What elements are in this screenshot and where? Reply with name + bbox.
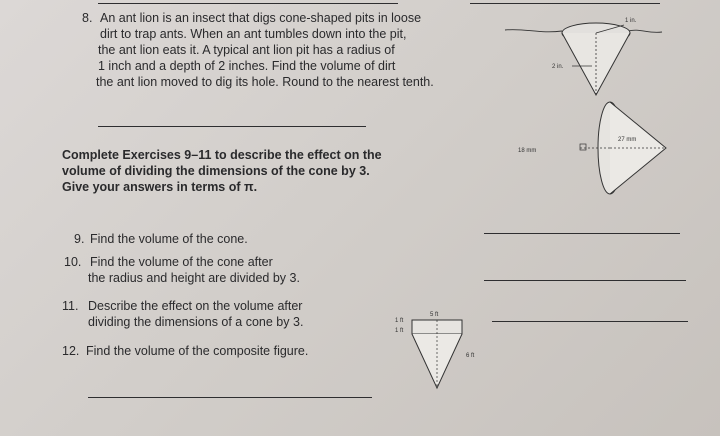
problem-8-line-2: dirt to trap ants. When an ant tumbles down into the pit,: [100, 27, 407, 41]
composite-figure: [395, 312, 475, 388]
composite-top-label: 5 ft: [430, 312, 439, 318]
instructions-line-1: Complete Exercises 9–11 to describe the effect on the: [62, 148, 382, 162]
composite-left-label-2: 1 ft: [395, 328, 404, 334]
problem-8-line-5: the ant lion moved to dig its hole. Round to the nearest tenth.: [96, 75, 434, 89]
instructions-line-3: Give your answers in terms of π.: [62, 180, 258, 194]
cone-height-label: 18 mm: [518, 148, 537, 154]
exercise-12-number: 12.: [62, 344, 80, 358]
exercise-9-number: 9.: [74, 232, 85, 246]
cone-slant-label: 27 mm: [618, 137, 637, 143]
problem-8-line-1: An ant lion is an insect that digs cone-shaped pits in loose: [100, 11, 422, 25]
right-angle-marker: [580, 144, 586, 150]
pit-radius-label: 1 in.: [625, 18, 637, 24]
exercise-10-line-1: Find the volume of the cone after: [90, 255, 273, 269]
ground-line-right: [628, 30, 662, 32]
ground-line: [505, 30, 562, 32]
exercise-11-line-2: dividing the dimensions of a cone by 3.: [88, 315, 304, 329]
pit-depth-label: 2 in.: [552, 64, 564, 70]
exercise-12-line-1: Find the volume of the composite figure.: [86, 344, 309, 358]
composite-cylinder: [412, 320, 462, 334]
problem-8-line-3: the ant lion eats it. A typical ant lion pit has a radius of: [98, 43, 395, 57]
exercise-11-line-1: Describe the effect on the volume after: [88, 299, 303, 313]
ant-lion-pit-figure: [505, 18, 662, 95]
cone-27mm-figure: [518, 102, 666, 194]
exercise-11-number: 11.: [62, 299, 79, 313]
composite-left-label-1: 1 ft: [395, 318, 404, 324]
problem-8-line-4: 1 inch and a depth of 2 inches. Find the volume of dirt: [98, 59, 396, 73]
problem-8-number: 8.: [82, 11, 93, 25]
composite-side-label: 6 ft: [466, 353, 475, 359]
instructions-line-2: volume of dividing the dimensions of the cone by 3.: [62, 164, 370, 178]
exercise-10-number: 10.: [64, 255, 82, 269]
exercise-10-line-2: the radius and height are divided by 3.: [88, 271, 300, 285]
exercise-9-line-1: Find the volume of the cone.: [90, 232, 248, 246]
